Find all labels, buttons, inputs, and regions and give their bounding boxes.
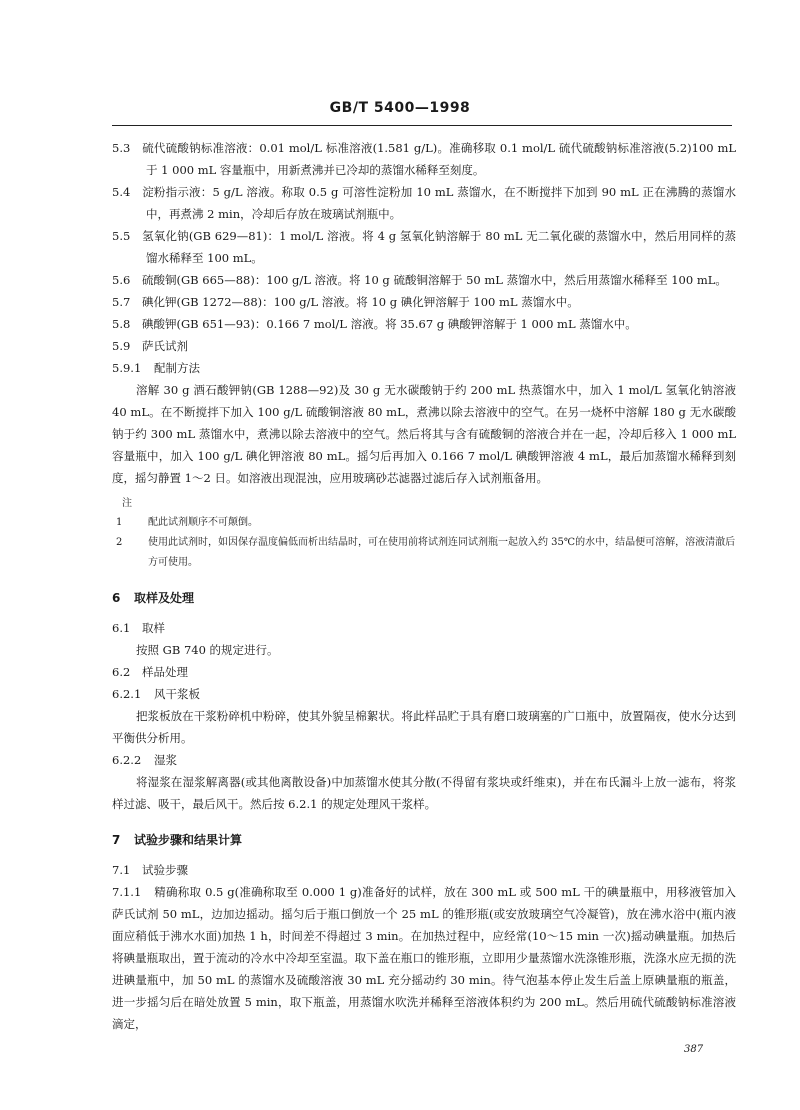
clause-text: 配制方法 [154, 361, 200, 375]
clause-5-6 [112, 269, 736, 291]
note-text: 配此试剂顺序不可颠倒。 [148, 517, 258, 528]
clause-6-1 [112, 617, 736, 639]
clause-6-2 [112, 661, 736, 683]
clause-number: 5.6 [112, 273, 131, 287]
clause-text: 淀粉指示液：5 g/L 溶液。称取 0.5 g 可溶性淀粉加 10 mL 蒸馏水，在不断搅拌下加到 90 mL 正在沸腾的蒸馏水中，再煮沸 2 min，冷却后存放在玻璃试剂瓶中。 [142, 185, 736, 221]
note-number: 2 [116, 537, 123, 548]
section-heading-7 [112, 829, 736, 851]
clause-5-7 [112, 291, 736, 313]
section-title: 取样及处理 [134, 591, 195, 605]
clause-5-5 [112, 225, 736, 269]
clause-number: 7.1 [112, 863, 131, 877]
clause-title: 湿浆 [154, 753, 177, 767]
clause-text: 碘酸钾(GB 651—93)：0.166 7 mol/L 溶液。将 35.67 g 碘酸钾溶解于 1 000 mL 蒸馏水中。 [142, 317, 637, 331]
clause-title: 取样 [142, 621, 165, 635]
note-item [116, 533, 736, 573]
section-heading-6 [112, 587, 736, 609]
preparation-paragraph: 溶解 30 g 酒石酸钾钠(GB 1288—92)及 30 g 无水碳酸钠于约 200 mL 热蒸馏水中，加入 1 mol/L 氢氧化钠溶液 40 mL。在不断搅拌下加入 100 g/L 硫酸铜溶液 80 mL，煮沸以除去溶液中的空气。在另一烧杯中溶解 180 g 无水碳酸钠于约 300 mL 蒸馏水中，煮沸以除去溶液中的空气。然后将其与含有硫酸铜的溶液合并在一起，冷却后移入 1 000 mL 容量瓶中，加入 100 g/L 碘化钾溶液 80 mL。摇匀后再加入 0.166 7 mol/L 碘酸钾溶液 4 mL，最后加蒸馏水稀释到刻度，摇匀静置 1～2 日。如溶液出现混浊，应用玻璃砂芯滤器过滤后存入试剂瓶备用。 [112, 383, 736, 485]
clause-number: 5.7 [112, 295, 131, 309]
section-title: 试验步骤和结果计算 [134, 833, 243, 847]
clause-number: 5.8 [112, 317, 131, 331]
note-text: 使用此试剂时，如因保存温度偏低而析出结晶时，可在使用前将试剂连同试剂瓶一起放入约 35℃的水中，结晶便可溶解，溶液清澈后方可使用。 [148, 537, 736, 568]
clause-5-3 [112, 137, 736, 181]
clause-number: 6.2 [112, 665, 131, 679]
clause-7-1 [112, 859, 736, 881]
clause-text: 硫酸铜(GB 665—88)：100 g/L 溶液。将 10 g 硫酸铜溶解于 50 mL 蒸馏水中，然后用蒸馏水稀释至 100 mL。 [142, 273, 727, 287]
running-header: GB/T 5400—1998 [329, 100, 471, 116]
note-number: 1 [116, 517, 123, 528]
clause-5-8 [112, 313, 736, 335]
clause-number: 5.9 [112, 339, 131, 353]
clause-number: 5.9.1 [112, 361, 142, 375]
section-number: 6 [112, 591, 121, 605]
clause-6-1-text: 按照 GB 740 的规定进行。 [136, 643, 279, 657]
section-number: 7 [112, 833, 121, 847]
clause-6-2-1 [112, 683, 736, 705]
body-text [112, 137, 736, 1035]
clause-number: 7.1.1 [112, 885, 142, 899]
clause-title: 样品处理 [142, 665, 188, 679]
clause-7-1-1 [112, 881, 736, 1035]
clause-6-2-2-text: 将湿浆在湿浆解离器(或其他离散设备)中加蒸馏水使其分散(不得留有浆块或纤维束)，并在布氏漏斗上放一滤布，将浆样过滤、吸干，最后风干。然后按 6.2.1 的规定处理风干浆样。 [112, 775, 736, 811]
clause-5-9 [112, 335, 736, 357]
clause-6-2-1-text: 把浆板放在干浆粉碎机中粉碎，使其外貌呈棉絮状。将此样品贮于具有磨口玻璃塞的广口瓶中，放置隔夜，使水分达到平衡供分析用。 [112, 709, 736, 745]
clause-text: 精确称取 0.5 g(准确称取至 0.000 1 g)准备好的试样，放在 300 mL 或 500 mL 干的碘量瓶中，用移液管加入萨氏试剂 50 mL，边加边摇动。摇匀后于瓶口倒放一个 25 mL 的锥形瓶(或安放玻璃空气冷凝管)，放在沸水浴中(瓶内液面应稍低于沸水水面)加热 1 h，时间差不得超过 3 min。在加热过程中，应经常(10～15 min 一次)摇动碘量瓶。加热后将碘量瓶取出，置于流动的冷水中冷却至室温。取下盖在瓶口的锥形瓶，立即用少量蒸馏水洗涤锥形瓶，洗涤水应无损的洗进碘量瓶中，加 50 mL 的蒸馏水及硫酸溶液 30 mL 充分摇动约 30 min。待气泡基本停止发生后盖上原碘量瓶的瓶盖，进一步摇匀后在暗处放置 5 min，取下瓶盖，用蒸馏水吹洗并稀释至溶液体积约为 200 mL。然后用硫代硫酸钠标准溶液滴定， [112, 885, 736, 1031]
clause-title: 风干浆板 [154, 687, 200, 701]
clause-number: 6.2.1 [112, 687, 142, 701]
clause-number: 6.1 [112, 621, 131, 635]
clause-5-9-1 [112, 357, 736, 379]
clause-number: 5.3 [112, 141, 131, 155]
clause-number: 5.5 [112, 229, 131, 243]
clause-number: 5.4 [112, 185, 131, 199]
clause-title: 试验步骤 [142, 863, 188, 877]
clause-text: 碘化钾(GB 1272—88)：100 g/L 溶液。将 10 g 碘化钾溶解于 100 mL 蒸馏水中。 [142, 295, 579, 309]
header-rule [112, 125, 732, 126]
clause-5-4 [112, 181, 736, 225]
clause-text: 萨氏试剂 [142, 339, 188, 353]
clause-number: 6.2.2 [112, 753, 142, 767]
clause-6-2-2 [112, 749, 736, 771]
page-number: 387 [684, 1044, 704, 1055]
note-label: 注 [122, 498, 132, 509]
clause-text: 氢氧化钠(GB 629—81)：1 mol/L 溶液。将 4 g 氢氧化钠溶解于 80 mL 无二氧化碳的蒸馏水中，然后用同样的蒸馏水稀释至 100 mL。 [142, 229, 736, 265]
note-item [116, 513, 736, 533]
clause-text: 硫代硫酸钠标准溶液：0.01 mol/L 标准溶液(1.581 g/L)。准确移取 0.1 mol/L 硫代硫酸钠标准溶液(5.2)100 mL 于 1 000 mL 容量瓶中，用新煮沸并已冷却的蒸馏水稀释至刻度。 [142, 141, 736, 177]
